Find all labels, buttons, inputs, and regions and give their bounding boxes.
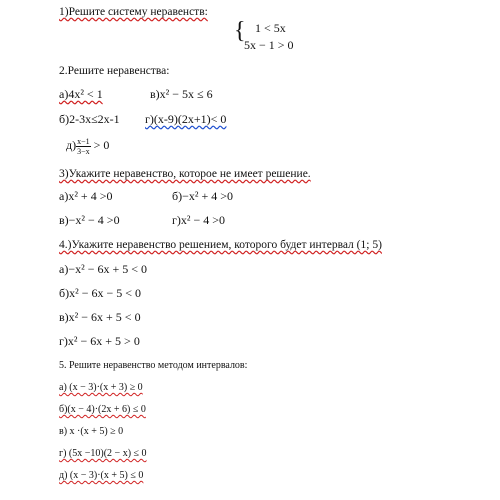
task2-item-g-text: г)(x-9)(2x+1)< 0 xyxy=(145,112,227,126)
task2-item-a-text: а)4x² < 1 xyxy=(59,87,103,101)
task2-item-b: б)2-3x≤2x-1 xyxy=(59,112,120,126)
task5-item-g xyxy=(59,447,147,461)
task4-title xyxy=(59,238,382,252)
task5-item-a xyxy=(59,381,143,395)
task4-item-a: а)−x² − 6x + 5 < 0 xyxy=(59,262,147,276)
task4-item-b: б)x² − 6x − 5 < 0 xyxy=(59,286,142,300)
task5-item-g-text: г) (5x −10)(2 − x) ≤ 0 xyxy=(59,448,147,459)
task3-item-a: а)x² + 4 >0 xyxy=(59,189,113,203)
task4-title-text: 4.)Укажите неравенство решением, которого будет интервал (1; 5) xyxy=(59,239,382,251)
fraction-numerator: x−1 xyxy=(77,136,90,146)
task5-item-v: в) x ·(x + 5) ≥ 0 xyxy=(59,426,124,437)
task2-item-g xyxy=(145,112,226,126)
task3-title-text: 3)Укажите неравенство, которое не имеет решение. xyxy=(59,168,311,180)
task2-item-d-prefix: д) xyxy=(66,138,77,152)
task3-title xyxy=(59,167,311,181)
task2-item-v: в)x² − 5x ≤ 6 xyxy=(150,87,213,101)
system-line-2: 5x − 1 > 0 xyxy=(244,38,294,52)
task3-item-v: в)−x² − 4 >0 xyxy=(59,213,120,227)
task2-item-d-suffix: > 0 xyxy=(93,138,110,152)
task1-title-text: 1)Решите систему неравенств: xyxy=(59,6,208,18)
task2-item-d xyxy=(66,134,109,156)
task5-item-d-text: д) (x − 3)·(x + 5) ≤ 0 xyxy=(59,470,144,481)
task3-item-g: г)x² − 4 >0 xyxy=(172,213,226,227)
system-line-1: 1 < 5x xyxy=(255,21,286,35)
task1-title xyxy=(59,5,208,19)
task4-item-g: г)x² − 6x + 5 > 0 xyxy=(59,334,140,348)
task5-item-b-text: б)(x − 4)·(2x + 6) ≤ 0 xyxy=(59,404,146,415)
system-brace: { xyxy=(234,18,246,44)
task5-title: 5. Решите неравенство методом интервалов: xyxy=(59,360,248,371)
task4-item-v: в)x² − 6x + 5 < 0 xyxy=(59,310,141,324)
fraction-denominator: 3−x xyxy=(77,146,90,156)
task5-item-d xyxy=(59,469,143,483)
task5-item-a-text: а) (x − 3)·(x + 3) ≥ 0 xyxy=(59,382,143,393)
task2-item-a xyxy=(59,87,103,101)
task5-item-b xyxy=(59,403,146,417)
task3-item-b: б)−x² + 4 >0 xyxy=(172,189,234,203)
task2-title: 2.Решите неравенства: xyxy=(59,65,170,77)
task2-item-d-fraction xyxy=(76,137,91,156)
